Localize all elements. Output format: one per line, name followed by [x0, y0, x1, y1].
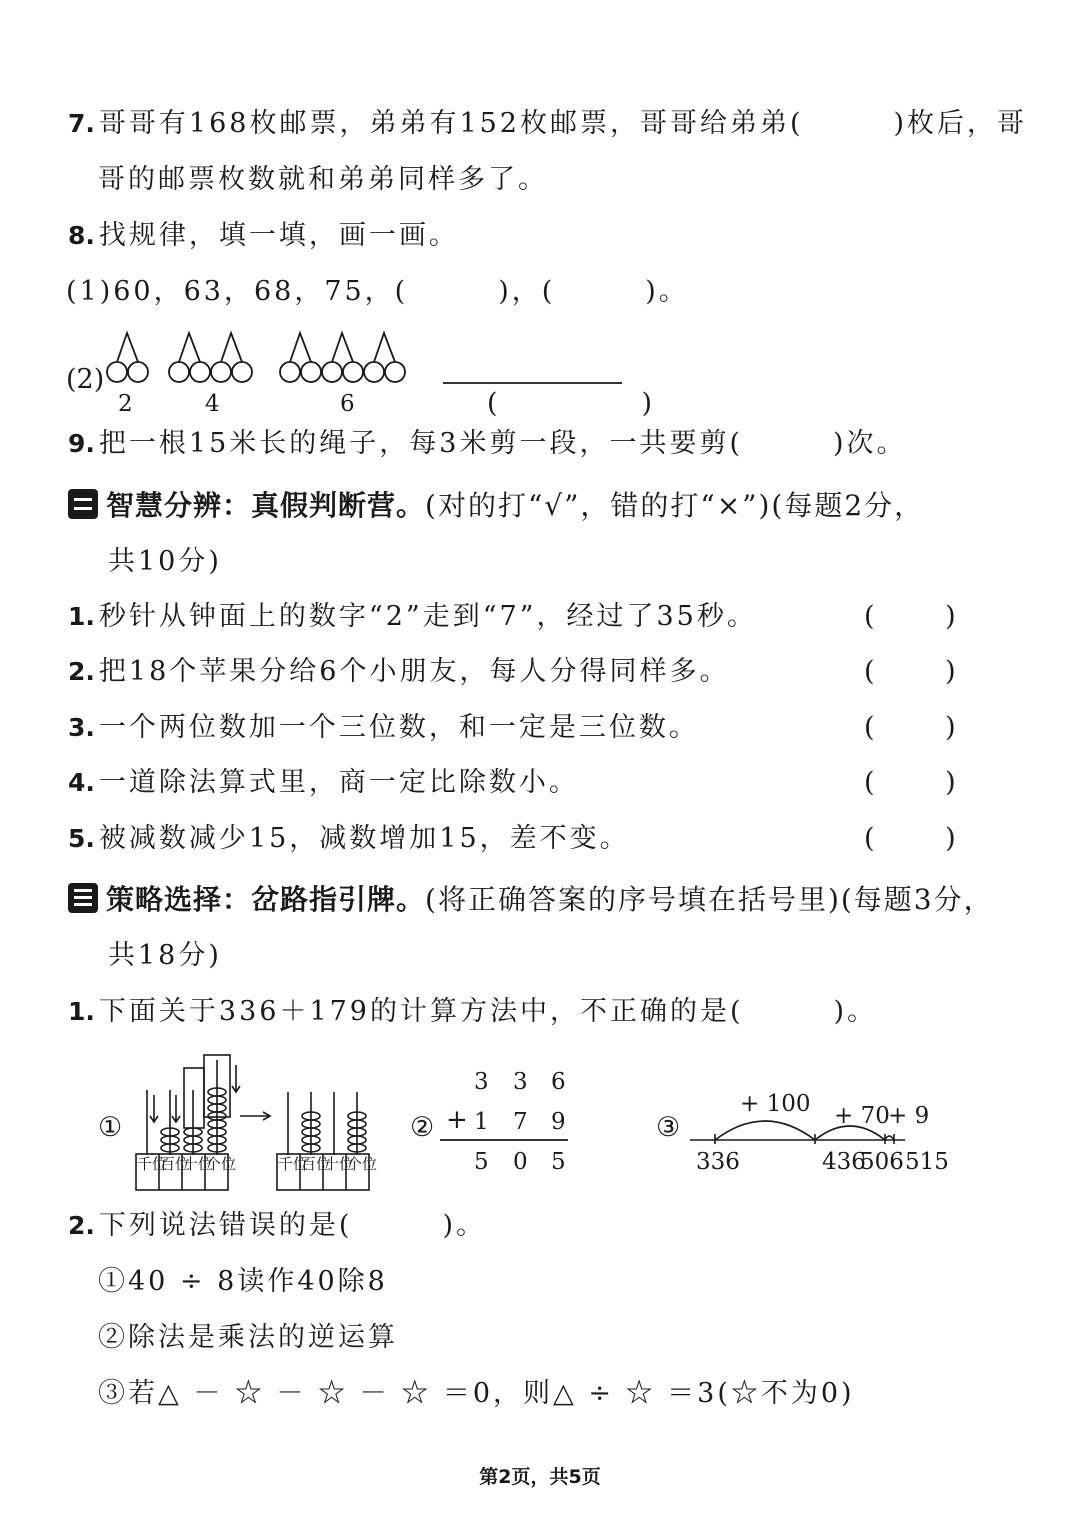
- number-mark-1: 336: [696, 1149, 740, 1175]
- vertical-row2-d1: 1: [474, 1109, 489, 1135]
- judge-item-2: 2. 把18个苹果分给6个小朋友，每人分得同样多。: [68, 656, 730, 687]
- question-8: 8. 找规律，填一填，画一画。: [68, 220, 459, 251]
- vertical-row2-d3: 9: [551, 1109, 566, 1135]
- vertical-row1-d1: 3: [474, 1069, 489, 1095]
- section-3-note-line2: 共18分): [108, 940, 222, 971]
- section-2-icon: [68, 489, 98, 519]
- number-mark-2: 436: [822, 1149, 866, 1175]
- abacus-illustration: [132, 1050, 382, 1195]
- option-3-marker: ③: [656, 1112, 681, 1143]
- cherry-count-1: 2: [118, 391, 133, 417]
- question-9: 9. 把一根15米长的绳子，每3米剪一段，一共要剪( )次。: [68, 428, 907, 459]
- judge-blank-1: ( ): [864, 601, 956, 632]
- abacus-label-6: 百位: [301, 1155, 332, 1173]
- section-2-note: (对的打“√”，错的打“×”)(每题2分，: [425, 489, 925, 522]
- section-2-title: 智慧分辨：真假判断营。: [106, 489, 426, 522]
- number-mark-3: 506: [860, 1149, 904, 1175]
- judge-blank-2: ( ): [864, 656, 956, 687]
- choice-2-option-3: ③若△ － ☆ － ☆ － ☆ ＝0，则△ ÷ ☆ ＝3(☆不为0): [98, 1378, 855, 1409]
- question-8-sub1: (1)60，63，68，75，( )，( )。: [66, 276, 689, 307]
- section-2-note-line2: 共10分): [108, 546, 222, 577]
- jump-label-1: + 100: [740, 1091, 811, 1117]
- abacus-label-3: 十位: [183, 1155, 214, 1173]
- choice-2-option-2: ②除法是乘法的逆运算: [98, 1322, 398, 1353]
- option-2-marker: ②: [410, 1112, 435, 1143]
- judge-item-4: 4. 一道除法算式里，商一定比除数小。: [68, 767, 579, 798]
- vertical-plus-sign: +: [446, 1105, 468, 1135]
- section-3-icon: [68, 883, 98, 913]
- page-footer: 第2页，共5页: [479, 1466, 601, 1488]
- cherry-count-2: 4: [205, 391, 220, 417]
- abacus-label-5: 千位: [278, 1155, 309, 1173]
- judge-item-5: 5. 被减数减少15，减数增加15，差不变。: [68, 823, 630, 854]
- judge-item-3: 3. 一个两位数加一个三位数，和一定是三位数。: [68, 712, 699, 743]
- vertical-row2-d2: 7: [513, 1109, 528, 1135]
- vertical-row1-d2: 3: [513, 1069, 528, 1095]
- jump-label-3: + 9: [888, 1103, 930, 1129]
- jump-label-2: + 70: [834, 1103, 890, 1129]
- choice-2-option-1: ①40 ÷ 8读作40除8: [98, 1266, 388, 1297]
- question-7-text-line1: 哥哥有168枚邮票，弟弟有152枚邮票，哥哥给弟弟( )枚后，哥: [98, 108, 1028, 139]
- section-3-title: 策略选择：岔路指引牌。: [106, 883, 426, 916]
- choice-question-2: 2. 下列说法错误的是( )。: [68, 1210, 486, 1241]
- question-9-text: 把一根15米长的绳子，每3米剪一段，一共要剪( )次。: [98, 428, 907, 459]
- vertical-result-d1: 5: [474, 1149, 489, 1175]
- abacus-label-7: 十位: [324, 1155, 355, 1173]
- question-8-text: 找规律，填一填，画一画。: [98, 220, 459, 251]
- judge-blank-5: ( ): [864, 823, 956, 854]
- cherry-answer-blank: ( ): [487, 388, 683, 419]
- question-7: 7. 哥哥有168枚邮票，弟弟有152枚邮票，哥哥给弟弟( )枚后，哥: [68, 108, 1028, 139]
- question-8-sub2-label: (2): [66, 364, 105, 395]
- number-mark-4: 515: [905, 1149, 949, 1175]
- vertical-row1-d3: 6: [551, 1069, 566, 1095]
- vertical-result-d2: 0: [513, 1149, 528, 1175]
- cherry-pattern: [100, 325, 520, 385]
- abacus-label-1: 千位: [137, 1155, 168, 1173]
- judge-blank-4: ( ): [864, 767, 956, 798]
- option-1-marker: ①: [98, 1112, 123, 1143]
- abacus-label-4: 个位: [206, 1155, 237, 1173]
- judge-item-1: 1. 秒针从钟面上的数字“2”走到“7”，经过了35秒。: [68, 601, 757, 632]
- judge-blank-3: ( ): [864, 712, 956, 743]
- section-2-heading: [68, 486, 924, 526]
- abacus-label-8: 个位: [347, 1155, 378, 1173]
- section-3-note: (将正确答案的序号填在括号里)(每题3分，: [425, 883, 994, 916]
- question-7-text-line2: 哥的邮票枚数就和弟弟同样多了。: [98, 164, 548, 195]
- choice-question-1: 1. 下面关于336＋179的计算方法中，不正确的是( )。: [68, 996, 878, 1027]
- cherry-count-3: 6: [340, 391, 355, 417]
- vertical-result-d3: 5: [551, 1149, 566, 1175]
- vertical-rule: [440, 1138, 570, 1142]
- abacus-label-2: 百位: [160, 1155, 191, 1173]
- section-3-heading: [68, 880, 994, 920]
